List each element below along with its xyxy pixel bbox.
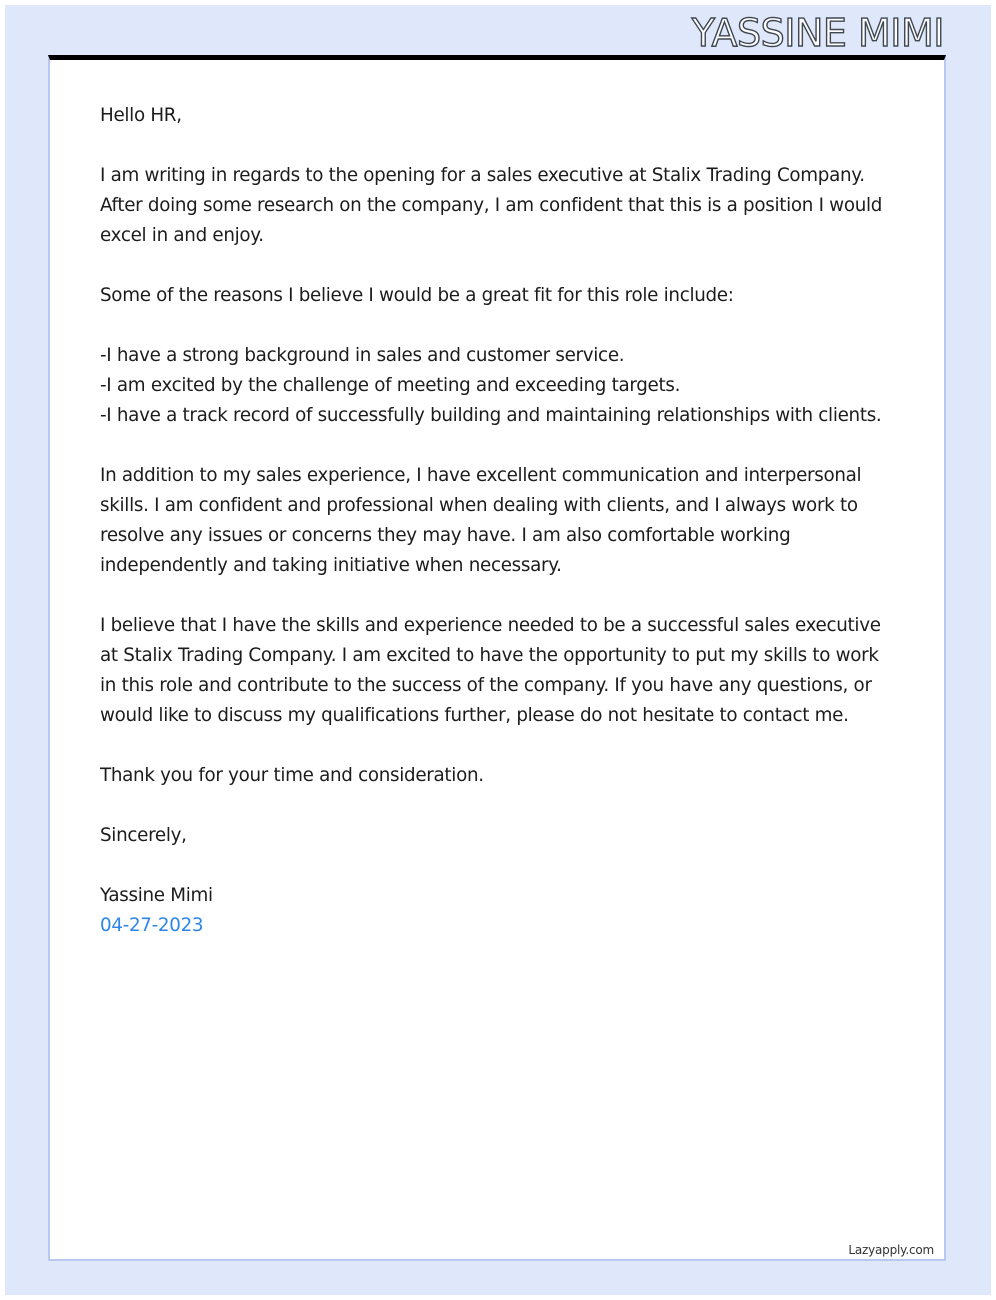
letter-page <box>48 55 946 1261</box>
footer-brand: Lazyapply.com <box>848 1243 934 1257</box>
reason-item: -I am excited by the challenge of meeting and exceeding targets. <box>100 375 681 396</box>
greeting: Hello HR, <box>100 105 182 126</box>
reasons-intro: Some of the reasons I believe I would be a great fit for this role include: <box>100 285 734 306</box>
reasons-list <box>100 341 900 431</box>
intro-paragraph: I am writing in regards to the opening for a sales executive at Stalix Trading Company. After doing some research on the company, I am confident that this is a position I would excel in and enjoy. <box>100 165 883 246</box>
letter-body <box>100 101 900 941</box>
signoff: Sincerely, <box>100 825 187 846</box>
reason-item: -I have a track record of successfully building and maintaining relationships with clients. <box>100 405 882 426</box>
header-name: YASSINE MIMI <box>691 11 944 55</box>
skills-paragraph: In addition to my sales experience, I have excellent communication and interpersonal skills. I am confident and professional when dealing with clients, and I always work to resolve any issues or concerns they may have. I am also comfortable working independently and taking initiative when necessary. <box>100 465 862 576</box>
letter-date: 04-27-2023 <box>100 915 204 936</box>
signature-name: Yassine Mimi <box>100 885 213 906</box>
reason-item: -I have a strong background in sales and customer service. <box>100 345 625 366</box>
thanks-line: Thank you for your time and consideration. <box>100 765 484 786</box>
closing-paragraph: I believe that I have the skills and experience needed to be a successful sales executive at Stalix Trading Company. I am excited to have the opportunity to put my skills to work in this role and contribute to the success of the company. If you have any questions, or would like to discuss my qualifications further, please do not hesitate to contact me. <box>100 615 881 726</box>
